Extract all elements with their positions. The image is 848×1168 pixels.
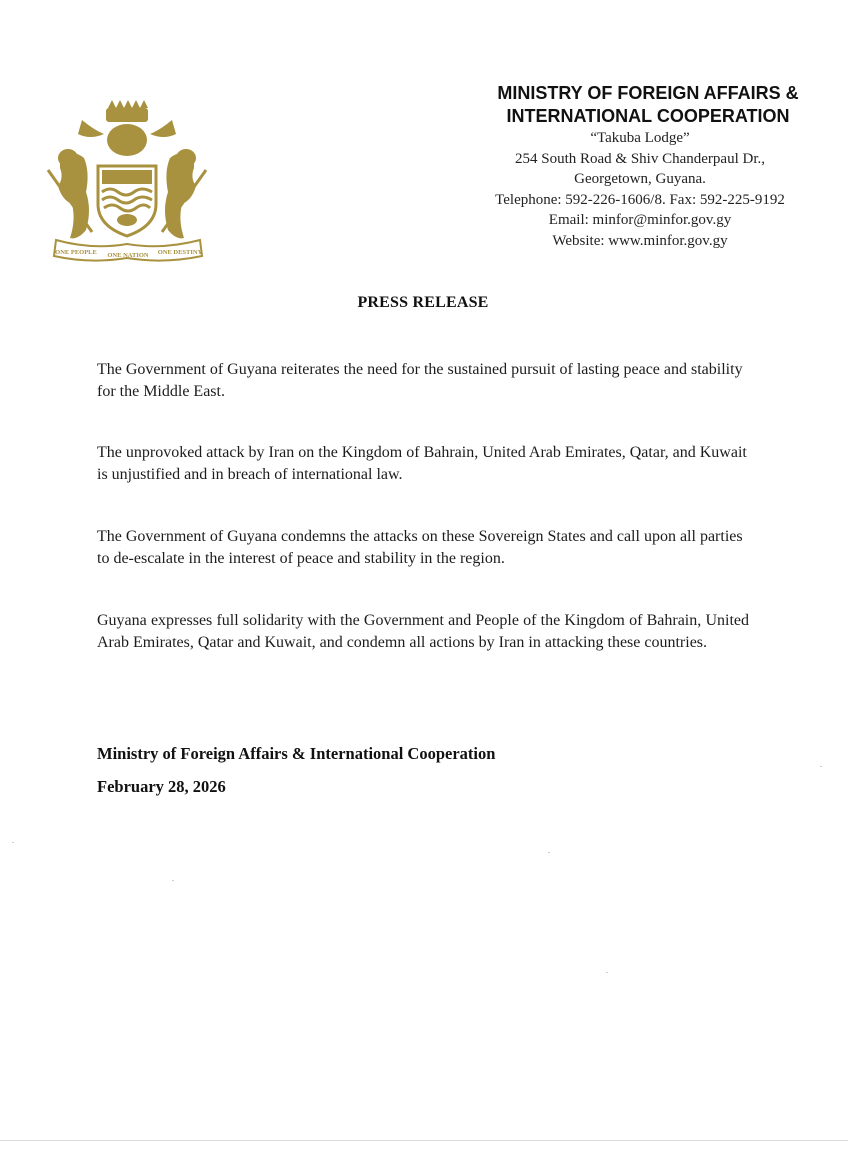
paragraph-1: The Government of Guyana reiterates the need for the sustained pursuit of lasting peace and stability for the Middle East. — [97, 361, 743, 400]
address-email: Email: minfor@minfor.gov.gy — [548, 212, 732, 228]
ministry-name-line-1: MINISTRY OF FOREIGN AFFAIRS & — [497, 83, 799, 103]
document-title: PRESS RELEASE — [357, 294, 489, 311]
document-date: February 28, 2026 — [97, 777, 226, 796]
coat-motto-1: ONE PEOPLE — [55, 249, 97, 256]
paragraph-3: The Government of Guyana condemns the attacks on these Sovereign States and call upon all parties to de-escalate in the interest of peace and stability in the region. — [97, 528, 743, 567]
guyana-coat-of-arms-icon — [42, 100, 212, 262]
address-street: 254 South Road & Shiv Chanderpaul Dr., — [515, 150, 765, 167]
scan-edge-line — [0, 1140, 848, 1141]
ministry-name-line-2: INTERNATIONAL COOPERATION — [506, 106, 790, 126]
paragraph-4: Guyana expresses full solidarity with the Government and People of the Kingdom of Bahrain, United Arab Emirates, Qatar and Kuwait, and condemn all actions by Iran in attacking these countries. — [97, 612, 749, 651]
signature-ministry: Ministry of Foreign Affairs & International Cooperation — [97, 744, 496, 763]
letterhead — [440, 82, 840, 251]
paragraph-2: The unprovoked attack by Iran on the Kingdom of Bahrain, United Arab Emirates, Qatar, and Kuwait is unjustified and in breach of international law. — [97, 444, 747, 483]
address-city: Georgetown, Guyana. — [574, 171, 706, 187]
coat-motto-3: ONE DESTINY — [157, 249, 203, 256]
address-website: Website: www.minfor.gov.gy — [552, 232, 728, 249]
address-block — [440, 128, 840, 251]
address-phone-fax: Telephone: 592-226-1606/8. Fax: 592-225-9192 — [495, 191, 785, 208]
coat-motto-2: ONE NATION — [107, 252, 149, 259]
address-building: “Takuba Lodge” — [590, 130, 690, 146]
